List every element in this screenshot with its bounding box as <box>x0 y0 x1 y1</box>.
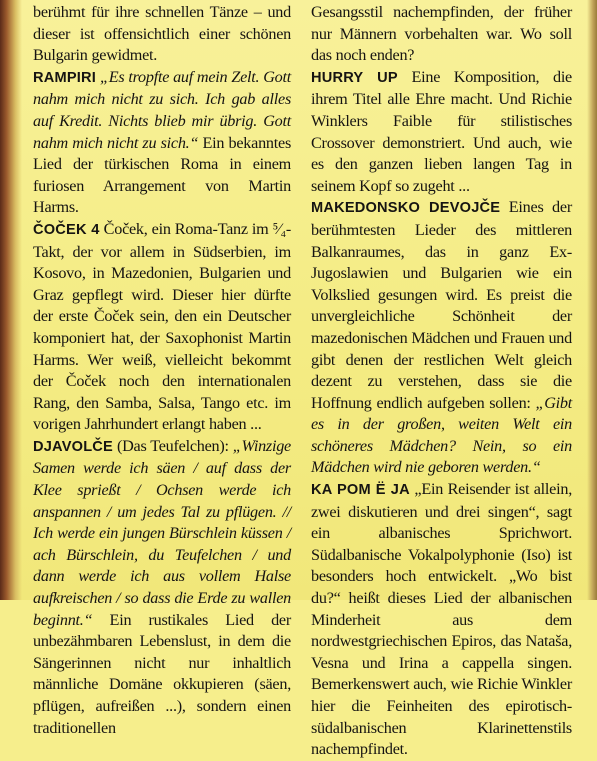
entry-subtitle: (Das Teufelchen): <box>112 436 233 455</box>
entry-title: HURRY UP <box>311 69 398 86</box>
right-column <box>311 2 572 761</box>
page-right-edge <box>587 0 597 600</box>
entry-hurry-up <box>311 67 572 198</box>
entry-makedonsko-devojce <box>311 197 572 479</box>
entry-text: Čoček, ein Roma-Tanz im ⁵⁄₄-Takt, der vor allem in Südserbien, im Kosovo, in Mazedonien, Bulgarien und Graz gepflegt wird. Dieser hier dürfte der erste Čoček sein, den ein Deutscher komponiert hat, der Saxophonist Martin Harms. Wer weiß, vielleicht bekommt der Čoček noch den internationalen Rang, den Samba, Salsa, Tango etc. im vorigen Jahrhundert erlangt haben ... <box>33 219 291 434</box>
entry-rampiri <box>33 67 291 219</box>
right-intro-paragraph: Gesangsstil nachempfinden, der früher nur Männern vorbehalten war. Wo soll das noch enden? <box>311 3 572 65</box>
entry-title: MAKEDONSKO DEVOJČE <box>311 200 501 217</box>
entry-text: Eines der berühmtesten Lieder des mittleren Balkanraumes, das in ganz Ex-Jugoslawien und Bulgarien wie ein Volkslied gesungen wird. Es preist die unvergleichliche Schönheit der mazedonischen Mädchen und Frauen und gibt denen der restlichen Welt gleich dezent zu verstehen, dass sie die Hoffnung endlich aufgeben sollen: <box>311 198 572 412</box>
entry-title: DJAVOLČE <box>33 438 113 455</box>
entry-text: Ein bekanntes Lied der türkischen Roma in einem furiosen Arrangement von Martin Harms. <box>33 133 291 217</box>
entry-title: KA POM Ë JA <box>311 482 410 499</box>
left-column <box>33 2 291 739</box>
entry-quote: „Winzige Samen werde ich säen / auf dass der Klee sprießt / Ochsen werde ich anspannen / um jedes Tal zu pflügen. // Ich werde ein jungen Bürschlein küssen / ach Bürschlein, du Teufelchen / und dann werde ich aus vollem Halse aufkreischen / so dass die Erde zu wallen beginnt.“ <box>33 436 291 629</box>
entry-title: ČOČEK 4 <box>33 221 100 238</box>
entry-quote: „Es tropfte auf mein Zelt. Gott nahm mich nicht zu sich. Ich gab alles auf Kredit. Nichts blieb mir übrig. Gott nahm mich nicht zu sich.“ <box>33 67 292 152</box>
entry-text: Eine Komposition, die ihrem Titel alle Ehre macht. Und Richie Winklers Faible für stilistisches Crossover demonstriert. Und auch, wie es den ganzen lieben langen Tag in seinem Kopf so zugeht ... <box>311 67 572 195</box>
entry-quote: „Gibt es in der großen, weiten Welt ein schöneres Mädchen? Nein, so ein Mädchen wird nie geboren werden.“ <box>311 393 572 477</box>
entry-cocek-4 <box>33 219 291 436</box>
page-left-edge <box>0 0 22 600</box>
left-intro-paragraph: berühmt für ihre schnellen Tänze – und dieser ist offensichtlich einer schönen Bulgarin gewidmet. <box>33 3 291 65</box>
entry-text: Ein rustikales Lied der unbezähmbaren Lebenslust, in dem die Sängerinnen nicht nur inhaltlich männliche Domäne okkupieren (säen, pflügen, aufreißen ...), sondern einen traditionellen <box>33 610 291 737</box>
entry-djavolce <box>33 436 291 739</box>
entry-ka-pom-e-ja <box>311 479 572 761</box>
entry-text: „Ein Reisender ist allein, zwei diskutieren und drei singen“, sagt ein albanisches Sprichwort. Südalbanische Vokalpolyphonie (Iso) ist besonders hoch entwickelt. „Wo bist du?“ heißt dieses Lied der albanischen Minderheit aus dem nordwestgriechischen Epiros, das Nataša, Vesna und Irina a cappella singen. Bemerkenswert auch, wie Richie Winkler hier die Feinheiten des epirotisch-südalbanischen Klarinettenstils nachempfindet. <box>311 480 572 759</box>
entry-title: RAMPIRI <box>33 69 97 86</box>
